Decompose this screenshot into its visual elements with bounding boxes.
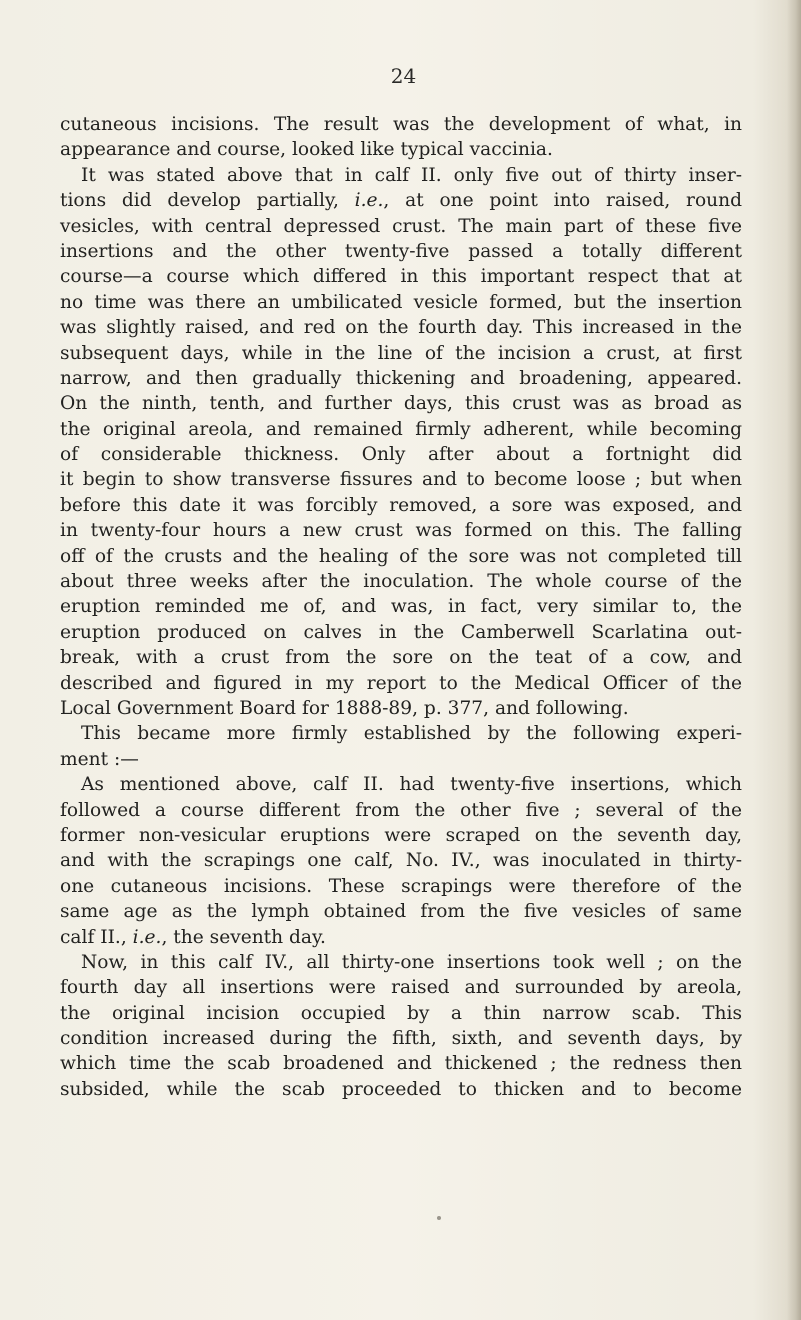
text-line: ment :— bbox=[60, 748, 139, 770]
text-line: calf II., i.e., the seventh day. bbox=[60, 926, 326, 948]
text-line: course—a course which differed in this important respect that at bbox=[60, 266, 742, 288]
text-line: vesicles, with central depressed crust. The main part of these five bbox=[60, 215, 742, 237]
text-line: the original areola, and remained firmly adherent, while becoming bbox=[60, 418, 742, 440]
paper-speck bbox=[437, 1216, 441, 1220]
text-line: followed a course different from the other five ; several of the bbox=[60, 799, 742, 821]
text-line: off of the crusts and the healing of the sore was not completed till bbox=[60, 545, 742, 567]
text-line: This became more firmly established by the following experi- bbox=[81, 723, 742, 745]
text-line: the original incision occupied by a thin narrow scab. This bbox=[60, 1002, 742, 1024]
text-line: same age as the lymph obtained from the five vesicles of same bbox=[60, 901, 742, 923]
text-line: which time the scab broadened and thickened ; the redness then bbox=[60, 1053, 742, 1075]
text-line: subsided, while the scab proceeded to thicken and to become bbox=[60, 1078, 742, 1100]
text-line: eruption reminded me of, and was, in fact, very similar to, the bbox=[60, 596, 742, 618]
text-line: tions did develop partially, i.e., at one point into raised, round bbox=[60, 190, 742, 212]
text-line: condition increased during the fifth, sixth, and seventh days, by bbox=[60, 1028, 742, 1050]
text-line: before this date it was forcibly removed, a sore was exposed, and bbox=[60, 494, 742, 516]
text-line: subsequent days, while in the line of the incision a crust, at first bbox=[60, 342, 742, 364]
text-line: insertions and the other twenty-five passed a totally different bbox=[60, 240, 742, 262]
body-text bbox=[60, 112, 742, 1102]
text-line: of considerable thickness. Only after about a fortnight did bbox=[60, 444, 742, 466]
text-line: It was stated above that in calf II. only five out of thirty inser- bbox=[81, 164, 742, 186]
text-line: eruption produced on calves in the Camberwell Scarlatina out- bbox=[60, 621, 742, 643]
text-line: was slightly raised, and red on the fourth day. This increased in the bbox=[60, 317, 742, 339]
text-line: Now, in this calf IV., all thirty-one insertions took well ; on the bbox=[81, 951, 742, 973]
text-line: in twenty-four hours a new crust was formed on this. The falling bbox=[60, 520, 742, 542]
italic-abbreviation: i.e. bbox=[354, 190, 384, 212]
page-number: 24 bbox=[390, 64, 417, 88]
text-line: no time was there an umbilicated vesicle formed, but the insertion bbox=[60, 291, 742, 313]
text-line: narrow, and then gradually thickening and broadening, appeared. bbox=[60, 367, 742, 389]
text-line: cutaneous incisions. The result was the development of what, in bbox=[60, 114, 742, 135]
text-line: break, with a crust from the sore on the teat of a cow, and bbox=[60, 647, 742, 669]
text-line: Local Government Board for 1888-89, p. 377, and following. bbox=[60, 697, 629, 719]
text-line: described and figured in my report to the Medical Officer of the bbox=[60, 672, 742, 694]
text-line: As mentioned above, calf II. had twenty-five insertions, which bbox=[81, 774, 742, 796]
text-line: and with the scrapings one calf, No. IV., was inoculated in thirty- bbox=[60, 850, 742, 872]
text-line: fourth day all insertions were raised and surrounded by areola, bbox=[60, 977, 742, 999]
page-edge-shadow bbox=[787, 0, 801, 1320]
text-line: about three weeks after the inoculation. The whole course of the bbox=[60, 571, 742, 593]
text-line: On the ninth, tenth, and further days, this crust was as broad as bbox=[60, 393, 742, 415]
italic-abbreviation: i.e. bbox=[132, 926, 162, 948]
text-line: it begin to show transverse fissures and to become loose ; but when bbox=[60, 469, 742, 491]
text-line: one cutaneous incisions. These scrapings were therefore of the bbox=[60, 875, 742, 897]
text-line: former non-vesicular eruptions were scraped on the seventh day, bbox=[60, 824, 742, 846]
text-line: appearance and course, looked like typical vaccinia. bbox=[60, 139, 553, 161]
